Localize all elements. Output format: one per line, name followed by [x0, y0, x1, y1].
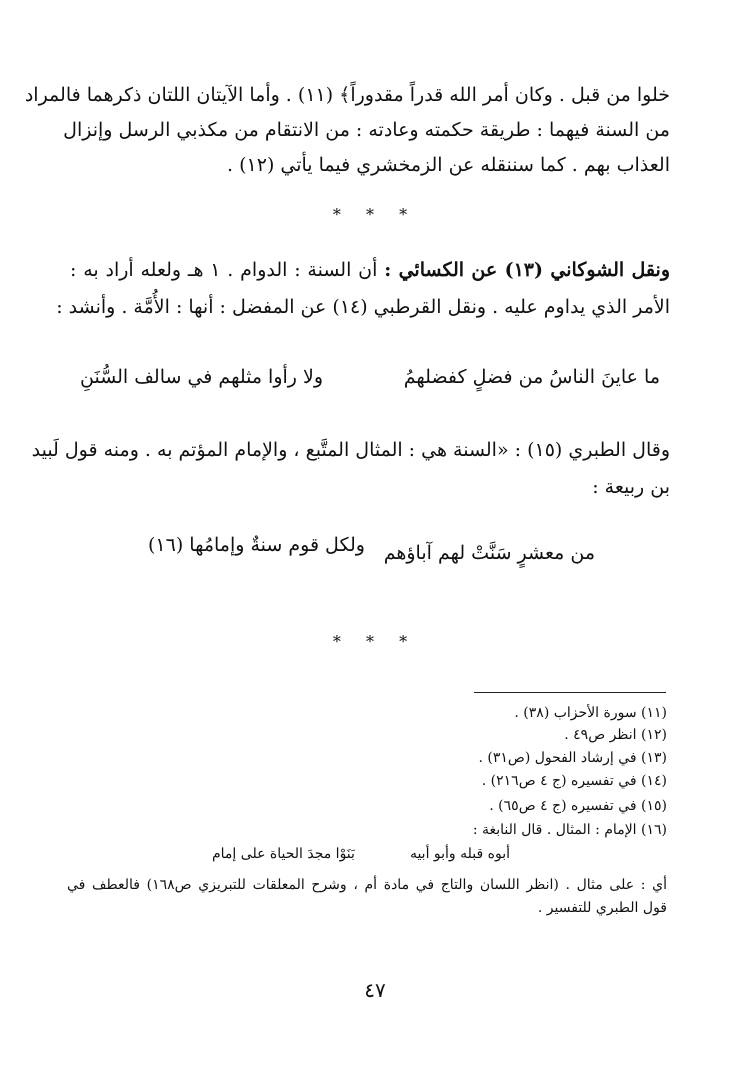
paragraph1-line2: من السنة فيهما : طريقة حكمته وعادته : من الانتقام من مكذبي الرسل وإنزال [63, 119, 670, 141]
verse1-left-hemistich: ولا رأوا مثلهم في سالف السُّنَنِ [80, 366, 324, 388]
footnote-12: (١٢) انظر ص٤٩ . [564, 727, 667, 743]
footnote-divider [474, 692, 666, 693]
footnote-15: (١٥) في تفسيره (ج ٤ ص٦٥) . [489, 798, 667, 814]
paragraph3-line1: وقال الطبري (١٥) : «السنة هي : المثال المتَّبع ، والإمام المؤتم به . ومنه قول لَبيد [31, 439, 670, 461]
section-separator: * * * [332, 205, 418, 224]
footnote-tail-line1: أي : على مثال . (انظر اللسان والتاج في مادة أم ، وشرح المعلقات للتبريزي ص١٦٨) فالعطف في [67, 877, 667, 893]
footnote-13: (١٣) في إرشاد الفحول (ص٣١) . [478, 750, 667, 766]
paragraph1-line1: خلوا من قبل . وكان أمر الله قدراً مقدوراً﴾ (١١) . وأما الآيتان اللتان ذكرهما فالمراد [24, 84, 670, 106]
verse2-right-hemistich: من معشرٍ سَنَّتْ لهم آباؤهم [383, 542, 595, 564]
section-separator: * * * [332, 632, 418, 651]
verse2-left-hemistich: ولكل قوم سنةٌ وإمامُها (١٦) [148, 534, 365, 556]
paragraph2-line1 [70, 255, 670, 285]
paragraph2-lead: ونقل الشوكاني (١٣) عن الكسائي : [384, 259, 671, 281]
page-number: ٤٧ [364, 978, 386, 1002]
footnote-verse-left: بَنَوْا مجدَ الحياة على إمام [212, 846, 355, 862]
footnote-11: (١١) سورة الأحزاب (٣٨) . [514, 705, 667, 721]
paragraph2-line2: الأمر الذي يداوم عليه . ونقل القرطبي (١٤) عن المفضل : أنها : الأُمَّة . وأنشد : [56, 296, 670, 318]
footnote-16: (١٦) الإمام : المثال . قال النابغة : [472, 822, 667, 838]
paragraph2-line1-rest: أن السنة : الدوام . ١ هـ ولعله أراد به : [70, 259, 385, 281]
footnote-tail-line2: قول الطبري للتفسير . [537, 900, 667, 916]
verse1-right-hemistich: ما عاينَ الناسُ من فضلٍ كفضلهمُ [403, 366, 660, 388]
paragraph1-line3: العذاب بهم . كما سننقله عن الزمخشري فيما يأتي (١٢) . [227, 154, 670, 176]
footnote-14: (١٤) في تفسيره (ج ٤ ص٢١٦) . [481, 773, 667, 789]
footnote-verse-right: أبوه قبله وأبو أبيه [409, 846, 510, 862]
paragraph3-line2: بن ربيعة : [592, 476, 670, 498]
